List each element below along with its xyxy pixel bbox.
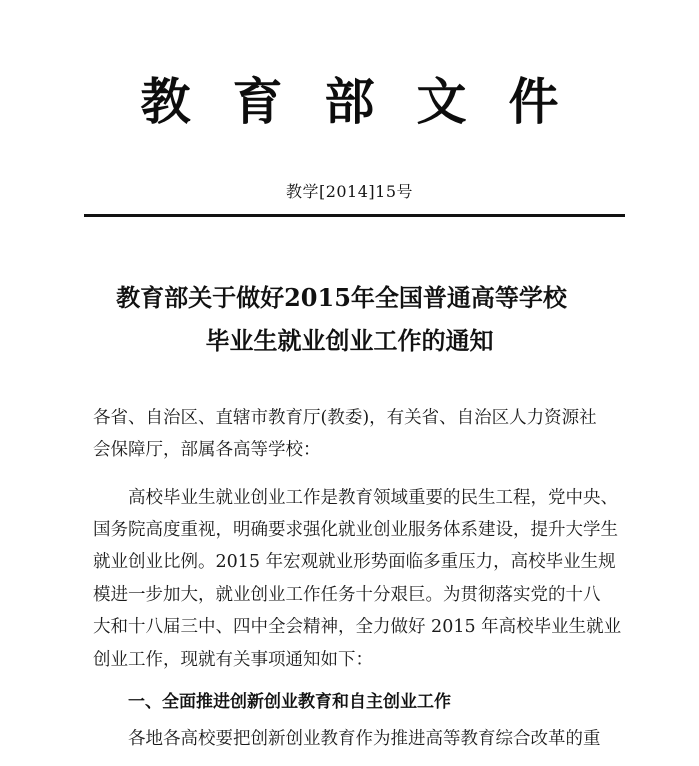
salutation-line-2: 会保障厅，部属各高等学校： — [93, 440, 321, 460]
paragraph-1-line: 高校毕业生就业创业工作是教育领域重要的民生工程，党中央、 — [128, 488, 618, 508]
header-divider — [84, 214, 625, 217]
paragraph-1-line: 国务院高度重视，明确要求强化就业创业服务体系建设，提升大学生 — [93, 520, 618, 540]
document-title-line-2: 毕业生就业创业工作的通知 — [205, 326, 494, 355]
paragraph-1-line: 创业工作，现就有关事项通知如下： — [93, 650, 373, 670]
paragraph-1-line: 大和十八届三中、四中全会精神，全力做好 2015 年高校毕业生就业 — [93, 617, 622, 637]
issuing-authority-header: 教育部文件 — [140, 73, 601, 131]
paragraph-1-line: 模进一步加大，就业创业工作任务十分艰巨。为贯彻落实党的十八 — [93, 585, 601, 605]
paragraph-1-line: 就业创业比例。2015 年宏观就业形势面临多重压力，高校毕业生规 — [93, 552, 616, 572]
section-1-heading: 一、全面推进创新创业教育和自主创业工作 — [128, 692, 451, 712]
paragraph-2-line: 各地各高校要把创新创业教育作为推进高等教育综合改革的重 — [128, 729, 601, 749]
document-number: 教学[2014]15号 — [285, 182, 414, 201]
salutation-line-1: 各省、自治区、直辖市教育厅(教委)，有关省、自治区人力资源社 — [93, 408, 597, 428]
document-title-line-1: 教育部关于做好2015年全国普通高等学校 — [116, 283, 567, 312]
